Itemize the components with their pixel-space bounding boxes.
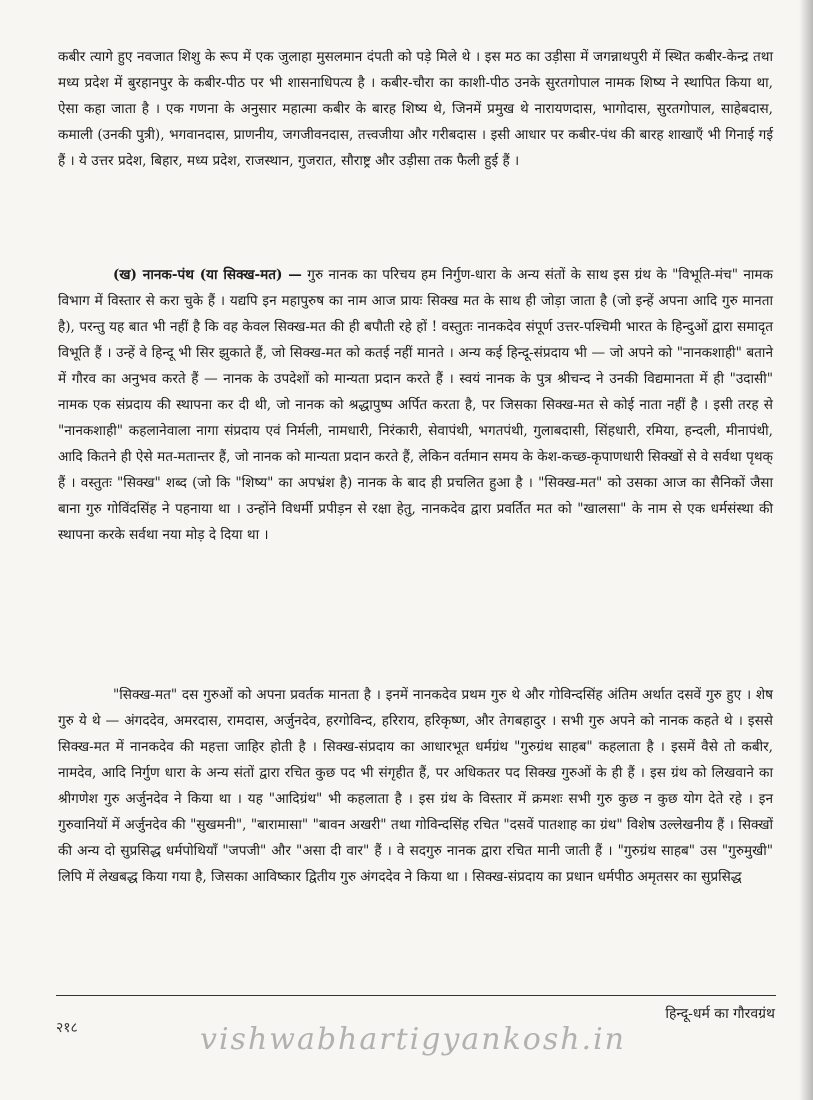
watermark: vishwabhartigyankosh.in [200,1022,626,1057]
paragraph-2-text: गुरु नानक का परिचय हम निर्गुण-धारा के अन्य संतों के साथ इस ग्रंथ के "विभूति-मंच" नामक विभाग में विस्तार से करा चुके हैं । यद्यपि इन महापुरुष का नाम आज प्रायः सिक्ख मत के साथ ही जोड़ा जाता है (जो इन्हें अपना आदि गुरु मानता है), परन्तु यह बात भी नहीं है कि वह केवल सिक्ख-मत की ही बपौती रहे हों ! वस्तुतः नानकदेव संपूर्ण उत्तर-पश्चिमी भारत के हिन्दुओं द्वारा समादृत विभूति हैं । उन्हें वे हिन्दू भी सिर झुकाते हैं, जो सिक्ख-मत को कतई नहीं मानते । अन्य कई हिन्दू-संप्रदाय भी — जो अपने को "नानकशाही" बताने में गौरव का अनुभव करते हैं — नानक के उपदेशों को मान्यता प्रदान करते हैं । स्वयं नानक के पुत्र श्रीचन्द ने उनकी विद्यमानता में ही "उदासी" नामक एक संप्रदाय की स्थापना कर दी थी, जो नानक को श्रद्धापुष्प अर्पित करता है, पर जिसका सिक्ख-मत से कोई नाता नहीं है । इसी तरह से "नानकशाही" कहलानेवाला नागा संप्रदाय एवं निर्मली, नामधारी, निरंकारी, सेवापंथी, भगतपंथी, गुलाबदासी, सिंहधारी, रमिया, हन्दली, मीनापंथी, आदि कितने ही ऐसे मत-मतान्तर हैं, जो नानक को मान्यता प्रदान करते हैं, लेकिन वर्तमान समय के केश-कच्छ-कृपाणधारी सिक्खों से वे सर्वथा पृथक् हैं । वस्तुतः "सिक्ख" शब्द (जो कि "शिष्य" का अपभ्रंश है) नानक के बाद ही प्रचलित हुआ है । "सिक्ख-मत" को उसका आज का सैनिकों जैसा बाना गुरु गोविंदसिंह ने पहनाया था । उन्होंने विधर्मी प्रपीड़न से रक्षा हेतु, नानकदेव द्वारा प्रवर्तित मत को "खालसा" के नाम से एक धर्मसंस्था की स्थापना करके सर्वथा नया मोड़ दे दिया था । [58,267,774,543]
paragraph-1-text: कबीर त्यागे हुए नवजात शिशु के रूप में एक जुलाहा मुसलमान दंपती को पड़े मिले थे । इस मठ का उड़ीसा में जगन्नाथपुरी में स्थित कबीर-केन्द्र तथा मध्य प्रदेश में बुरहानपुर के कबीर-पीठ पर भी शासनाधिपत्य है । कबीर-चौरा का काशी-पीठ उनके सुरतगोपाल नामक शिष्य ने स्थापित किया था, ऐसा कहा जाता है । एक गणना के अनुसार महात्मा कबीर के बारह शिष्य थे, जिनमें प्रमुख थे नारायणदास, भागोदास, सुरतगोपाल, साहेबदास, कमाली (उनकी पुत्री), भगवानदास, प्राणनीय, जगजीवनदास, तत्त्वजीया और गरीबदास । इसी आधार पर कबीर-पंथ की बारह शाखाएँ भी गिनाई गई हैं । ये उत्तर प्रदेश, बिहार, मध्य प्रदेश, राजस्थान, गुजरात, सौराष्ट्र और उड़ीसा तक फैली हुई हैं । [58,49,774,169]
page-edge-shadow [799,0,813,1100]
paragraph-kabir-panth [58,44,773,174]
paragraph-nanak-panth [58,262,773,548]
paragraph-2 [58,262,773,548]
running-book-title: हिन्दू-धर्म का गौरवग्रंथ [665,1006,775,1022]
footer-rule [56,995,776,996]
paragraph-3-text: "सिक्ख-मत" दस गुरुओं को अपना प्रवर्तक मानता है । इनमें नानकदेव प्रथम गुरु थे और गोविन्दसिंह अंतिम अर्थात दसवें गुरु हुए । शेष गुरु ये थे — अंगददेव, अमरदास, रामदास, अर्जुनदेव, हरगोविन्द, हरिराय, हरिकृष्ण, और तेगबहादुर । सभी गुरु अपने को नानक कहते थे । इससे सिक्ख-मत में नानकदेव की महत्ता जाहिर होती है । सिक्ख-संप्रदाय का आधारभूत धर्मग्रंथ "गुरुग्रंथ साहब" कहलाता है । इसमें वैसे तो कबीर, नामदेव, आदि निर्गुण धारा के अन्य संतों द्वारा रचित कुछ पद भी संगृहीत हैं, पर अधिकतर पद सिक्ख गुरुओं के ही हैं । इस ग्रंथ को लिखवाने का श्रीगणेश गुरु अर्जुनदेव ने किया था । यह "आदिग्रंथ" भी कहलाता है । इस ग्रंथ के विस्तार में क्रमशः सभी गुरु कुछ न कुछ योग देते रहे । इन गुरुवानियों में अर्जुनदेव की "सुखमनी", "बारामासा" "बावन अखरी" तथा गोविन्दसिंह रचित "दसवें पातशाह का ग्रंथ" विशेष उल्लेखनीय हैं । सिक्खों की अन्य दो सुप्रसिद्ध धर्मपोथियाँ "जपजी" और "असा दी वार" हैं । वे सदगुरु नानक द्वारा रचित मानी जाती हैं । "गुरुग्रंथ साहब" उस "गुरुमुखी" लिपि में लेखबद्ध किया गया है, जिसका आविष्कार द्वितीय गुरु अंगददेव ने किया था । सिक्ख-संप्रदाय का प्रधान धर्मपीठ अमृतसर का सुप्रसिद्ध [58,687,773,885]
section-heading-nanak-panth: (ख) नानक-पंथ (या सिक्ख-मत) — [113,267,302,283]
page-number: २१८ [56,1020,78,1036]
paragraph-sikh-mat [58,682,773,890]
